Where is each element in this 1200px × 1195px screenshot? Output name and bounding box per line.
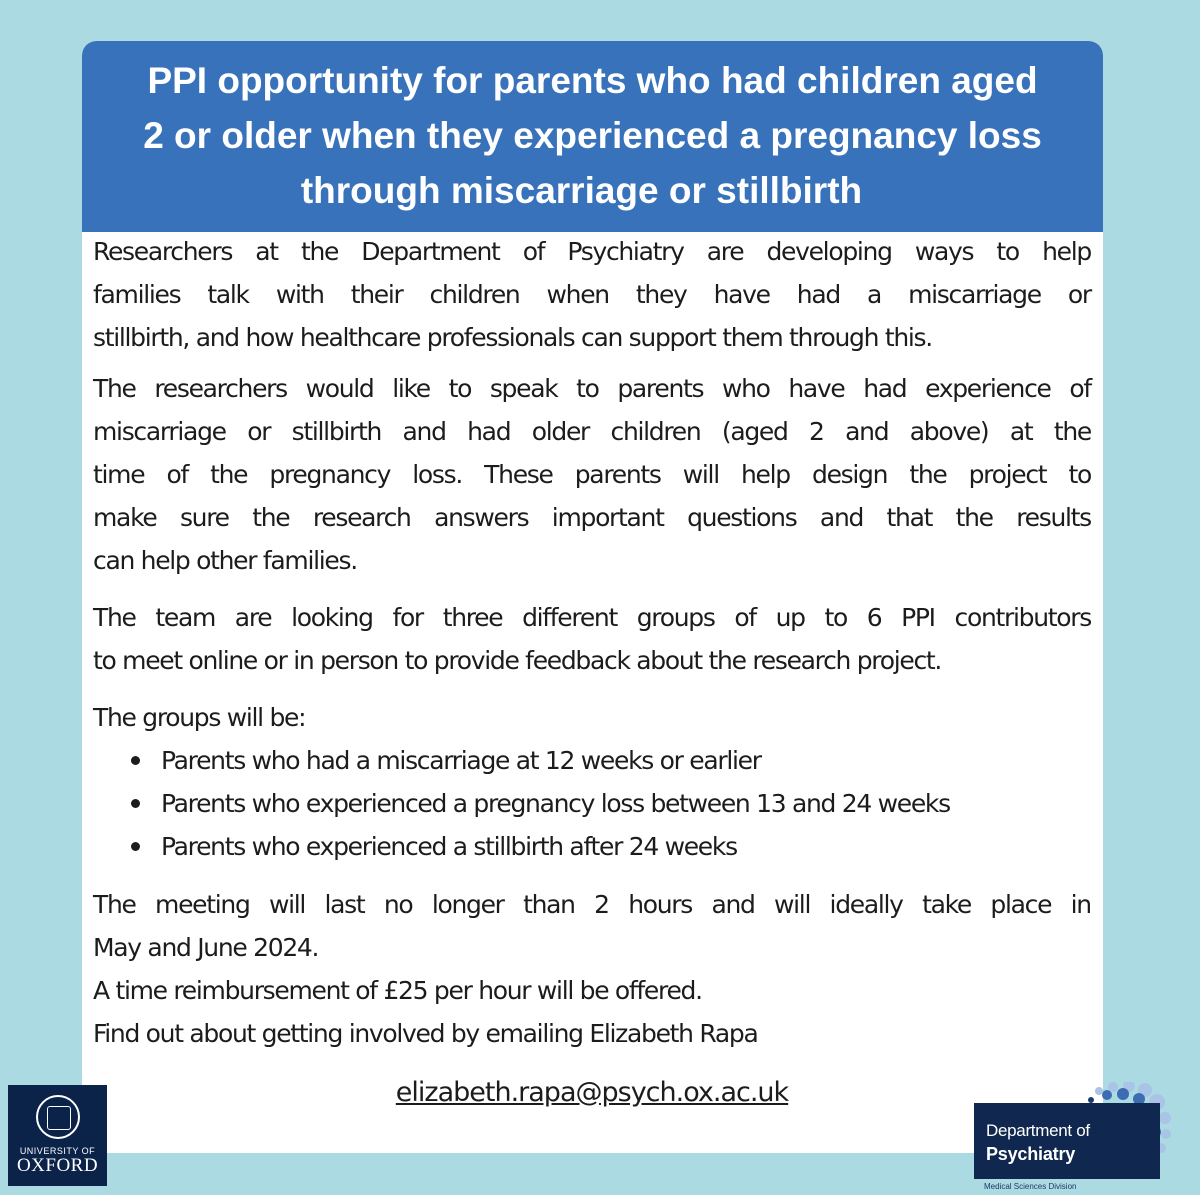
email-section — [93, 1071, 1091, 1114]
text-line — [93, 496, 1091, 539]
word: loss. — [412, 460, 463, 489]
word: the — [300, 237, 339, 266]
word: (aged — [721, 417, 788, 446]
text-line: can help other families. — [93, 546, 357, 575]
bullet-icon — [131, 842, 140, 851]
word: hours — [628, 890, 692, 919]
word: to — [824, 603, 847, 632]
word: miscarriage — [908, 280, 1041, 309]
word: to — [448, 374, 472, 403]
word: than — [523, 890, 575, 919]
groups-section — [93, 696, 1091, 868]
paragraph-meeting — [93, 883, 1091, 1055]
list-item — [93, 782, 1091, 825]
word: a — [867, 280, 882, 309]
paragraph-intro — [93, 230, 1091, 359]
word: the — [210, 460, 248, 489]
word: to — [996, 237, 1019, 266]
word: different — [522, 603, 617, 632]
word: PPI — [901, 603, 935, 632]
word: ideally — [829, 890, 903, 919]
word: meeting — [155, 890, 250, 919]
word: like — [392, 374, 430, 403]
word: or — [1067, 280, 1091, 309]
word: groups — [636, 603, 715, 632]
text-line — [93, 883, 1091, 926]
word: looking — [291, 603, 373, 632]
word: researchers — [154, 374, 287, 403]
reimbursement-text: A time reimbursement of £25 per hour will be offered. — [93, 976, 702, 1005]
word: that — [886, 503, 933, 532]
word: results — [1016, 503, 1091, 532]
word: of — [734, 603, 756, 632]
word: design — [812, 460, 888, 489]
word: take — [922, 890, 971, 919]
word: had — [796, 280, 840, 309]
word: longer — [431, 890, 504, 919]
word: answers — [434, 503, 529, 532]
text-line — [93, 230, 1091, 273]
word: research — [312, 503, 411, 532]
text-line — [93, 273, 1091, 316]
word: 2 — [809, 417, 824, 446]
word: children — [429, 280, 520, 309]
word: the — [909, 460, 947, 489]
word: help — [1042, 237, 1091, 266]
word: of — [166, 460, 188, 489]
word: stillbirth — [291, 417, 382, 446]
word: above) — [909, 417, 989, 446]
word: are — [234, 603, 272, 632]
word: in — [1070, 890, 1091, 919]
text-line — [93, 410, 1091, 453]
word: and — [402, 417, 446, 446]
psychiatry-logo — [974, 1100, 1174, 1190]
word: These — [484, 460, 553, 489]
bullet-icon — [131, 799, 140, 808]
word: at — [1009, 417, 1033, 446]
word: have — [788, 374, 845, 403]
poster-body — [82, 230, 1103, 1114]
psychiatry-logo-subtitle: Medical Sciences Division — [984, 1182, 1077, 1191]
word: will — [268, 890, 306, 919]
word: parents — [574, 460, 661, 489]
word: older — [531, 417, 590, 446]
word: questions — [687, 503, 797, 532]
word: Psychiatry — [567, 237, 684, 266]
word: who — [721, 374, 770, 403]
word: are — [706, 237, 744, 266]
word: sure — [179, 503, 229, 532]
word: make — [93, 503, 157, 532]
oxford-crest-icon — [36, 1095, 80, 1139]
word: three — [442, 603, 503, 632]
text-line — [93, 367, 1091, 410]
word: will — [682, 460, 719, 489]
text-line: to meet online or in person to provide feedback about the research project. — [93, 646, 942, 675]
list-item-text: Parents who experienced a stillbirth after 24 weeks — [161, 832, 737, 861]
word: will — [774, 890, 811, 919]
groups-intro: The groups will be: — [93, 703, 306, 732]
word: their — [350, 280, 403, 309]
word: The — [93, 890, 136, 919]
word: would — [305, 374, 374, 403]
word: help — [741, 460, 790, 489]
text-line: May and June 2024. — [93, 933, 319, 962]
word: of — [1069, 374, 1091, 403]
word: at — [255, 237, 278, 266]
title-line: through miscarriage or stillbirth — [300, 170, 863, 211]
list-item — [93, 739, 1091, 782]
word: last — [324, 890, 365, 919]
word: 2 — [594, 890, 609, 919]
word: up — [775, 603, 805, 632]
word: the — [955, 503, 993, 532]
word: team — [155, 603, 216, 632]
list-item-text: Parents who experienced a pregnancy loss between 13 and 24 weeks — [161, 789, 950, 818]
word: place — [990, 890, 1052, 919]
word: families — [93, 280, 181, 309]
word: no — [383, 890, 413, 919]
text-line — [93, 596, 1091, 639]
word: and — [819, 503, 864, 532]
email-link[interactable]: elizabeth.rapa@psych.ox.ac.uk — [395, 1077, 789, 1108]
word: The — [93, 603, 136, 632]
word: The — [93, 374, 136, 403]
word: and — [845, 417, 889, 446]
word: miscarriage — [93, 417, 226, 446]
word: for — [392, 603, 423, 632]
title-line: PPI opportunity for parents who had children aged — [147, 60, 1038, 101]
text-line: stillbirth, and how healthcare professionals can support them through this. — [93, 323, 932, 352]
word: Researchers — [93, 237, 233, 266]
poster-header — [82, 41, 1103, 232]
word: important — [551, 503, 664, 532]
text-line — [93, 453, 1091, 496]
poster-card — [82, 41, 1103, 1153]
word: talk — [207, 280, 249, 309]
word: developing — [766, 237, 892, 266]
oxford-logo-line1: UNIVERSITY OF — [19, 1146, 96, 1156]
word: ways — [914, 237, 974, 266]
word: parents — [617, 374, 704, 403]
word: contributors — [954, 603, 1091, 632]
word: pregnancy — [269, 460, 391, 489]
word: the — [1053, 417, 1091, 446]
word: with — [275, 280, 324, 309]
word: had — [467, 417, 511, 446]
word: the — [252, 503, 290, 532]
word: experience — [925, 374, 1051, 403]
word: of — [522, 237, 545, 266]
word: 6 — [866, 603, 882, 632]
psychiatry-logo-line2: Psychiatry — [986, 1144, 1076, 1164]
oxford-logo-line2: OXFORD — [16, 1155, 99, 1176]
word: Department — [361, 237, 500, 266]
word: to — [576, 374, 599, 403]
word: project — [968, 460, 1047, 489]
word: when — [546, 280, 609, 309]
word: speak — [489, 374, 558, 403]
list-item — [93, 825, 1091, 868]
word: children — [610, 417, 701, 446]
word: had — [863, 374, 907, 403]
word: have — [713, 280, 770, 309]
word: to — [1068, 460, 1091, 489]
word: they — [635, 280, 687, 309]
word: and — [711, 890, 755, 919]
psychiatry-logo-line1: Department of — [986, 1121, 1090, 1140]
find-out-text: Find out about getting involved by emailing Elizabeth Rapa — [93, 1019, 758, 1048]
word: time — [93, 460, 145, 489]
word: or — [247, 417, 271, 446]
oxford-logo — [8, 1085, 107, 1186]
title-line: 2 or older when they experienced a pregnancy loss — [143, 115, 1042, 156]
psychiatry-logo-box — [974, 1103, 1160, 1179]
paragraph-team — [93, 596, 1091, 682]
bullet-icon — [131, 756, 140, 765]
list-item-text: Parents who had a miscarriage at 12 weeks or earlier — [161, 746, 761, 775]
paragraph-researchers — [93, 367, 1091, 582]
groups-list — [93, 739, 1091, 868]
